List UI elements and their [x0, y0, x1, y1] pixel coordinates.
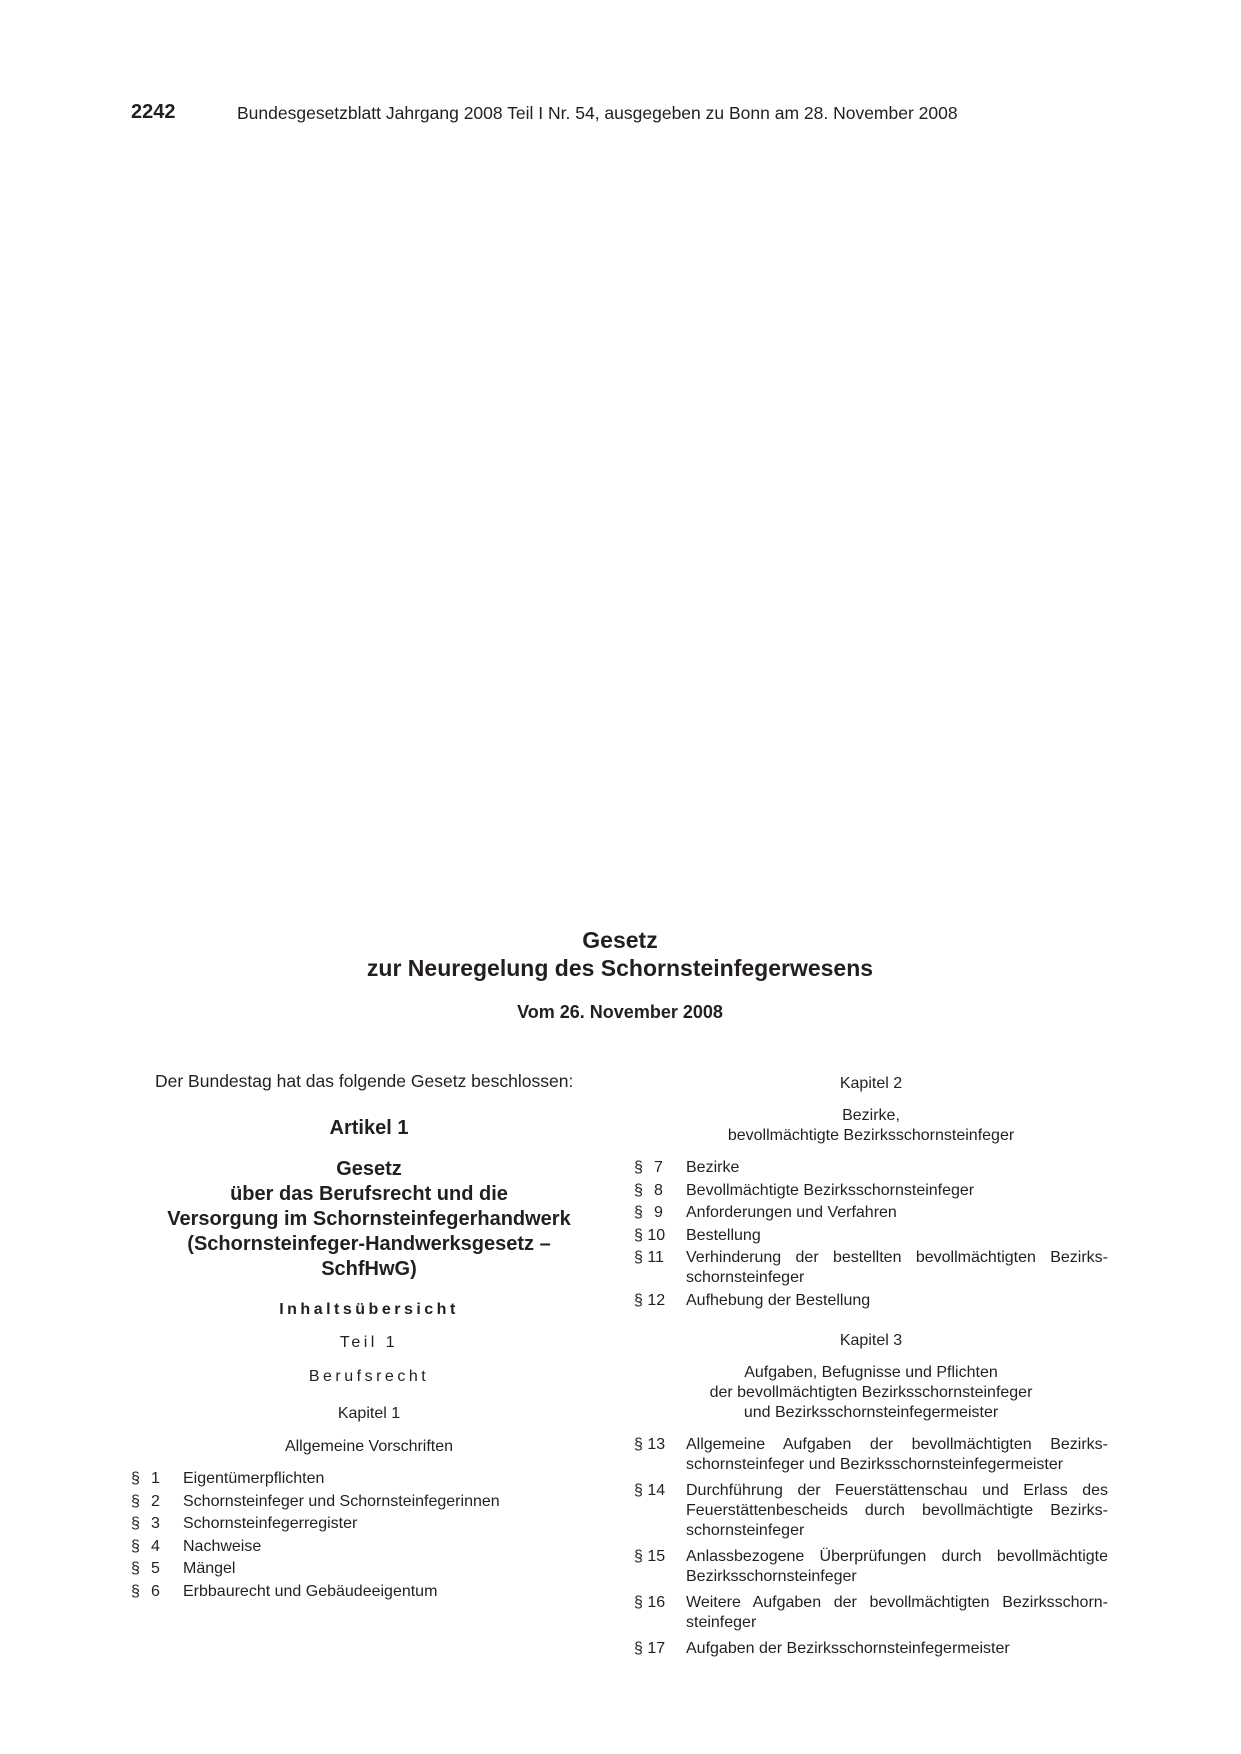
law-title	[230, 926, 1010, 982]
chapter-label: Kapitel 1	[337, 1405, 401, 1422]
section-number: 8	[654, 1181, 663, 1199]
section-title: Weitere Aufgaben der bevollmächtigten Bezirksschornsteinfeger	[686, 1593, 1108, 1631]
section-title: Bestellung	[686, 1226, 761, 1244]
toc-entry	[634, 1203, 1108, 1223]
section-title: Allgemeine Aufgaben der bevollmächtigten Bezirksschornsteinfeger und Bezirksschornsteinfegermeister	[686, 1435, 1108, 1473]
law-date: Vom 26. November 2008	[517, 1002, 723, 1022]
article-title-line: über das Berufsrecht und die	[230, 1183, 508, 1205]
toc-entry	[634, 1248, 1108, 1288]
chapter-label: Kapitel 2	[839, 1075, 903, 1092]
section-number: § 11	[634, 1249, 664, 1266]
section-number: § 15	[634, 1547, 666, 1565]
section-number: § 13	[634, 1435, 666, 1453]
toc-entry	[131, 1537, 607, 1557]
toc-entry	[131, 1469, 607, 1489]
section-number: § 14	[634, 1481, 666, 1499]
left-column	[131, 1070, 607, 1604]
section-number: 1	[151, 1470, 160, 1487]
section-title: Eigentümerpflichten	[183, 1470, 325, 1487]
toc-entry	[634, 1181, 1108, 1201]
chapter-label: Kapitel 3	[839, 1331, 903, 1349]
section-number: § 12	[634, 1291, 666, 1309]
chapter-title-line: Aufgaben, Befugnisse und Pflichten	[744, 1363, 998, 1381]
toc-list	[634, 1158, 1108, 1311]
chapter-title	[634, 1106, 1108, 1146]
section-title: Anlassbezogene Überprüfungen durch bevollmächtigte Bezirksschornsteinfeger	[686, 1547, 1108, 1585]
chapter-title-line: der bevollmächtigten Bezirksschornsteinfeger	[709, 1383, 1033, 1401]
toc-entry	[634, 1547, 1108, 1587]
section-title: Durchführung der Feuerstättenschau und Erlass des Feuerstättenbescheids durch bevollmächtigte Bezirksschornsteinfeger	[686, 1481, 1108, 1539]
article-title-line: Versorgung im Schornsteinfegerhandwerk	[167, 1208, 571, 1230]
article-title-line: (Schornsteinfeger-Handwerksgesetz –	[187, 1233, 551, 1255]
section-title: Schornsteinfeger und Schornsteinfegerinnen	[183, 1492, 500, 1510]
toc-entry	[634, 1639, 1108, 1659]
toc-heading: Inhaltsübersicht	[279, 1301, 459, 1318]
toc-entry	[634, 1291, 1108, 1311]
section-symbol: §	[131, 1492, 140, 1510]
toc-list	[131, 1469, 607, 1602]
toc-entry	[634, 1226, 1108, 1246]
part-label: Teil 1	[339, 1334, 399, 1351]
section-title: Erbbaurecht und Gebäudeeigentum	[183, 1582, 438, 1600]
section-number: 7	[654, 1159, 663, 1176]
law-title-line: Gesetz	[582, 927, 658, 953]
section-title: Mängel	[183, 1560, 236, 1577]
article-title-line: SchfHwG)	[321, 1258, 417, 1280]
section-title: Verhinderung der bestellten bevollmächtigten Bezirksschornsteinfeger	[686, 1249, 1108, 1286]
section-title: Nachweise	[183, 1537, 262, 1555]
right-column	[634, 1070, 1108, 1661]
section-number: 9	[654, 1204, 663, 1221]
section-title: Bevollmächtigte Bezirksschornsteinfeger	[686, 1181, 975, 1199]
section-number: 4	[151, 1537, 160, 1555]
toc-entry	[634, 1158, 1108, 1178]
toc-entry	[131, 1514, 607, 1534]
toc-entry	[634, 1593, 1108, 1633]
article-title	[131, 1157, 607, 1282]
section-title: Aufhebung der Bestellung	[686, 1291, 871, 1309]
toc-entry	[634, 1481, 1108, 1541]
section-symbol: §	[131, 1560, 140, 1577]
section-symbol: §	[131, 1515, 140, 1532]
section-title: Bezirke	[686, 1159, 740, 1176]
chapter-title-line: und Bezirksschornsteinfegermeister	[743, 1403, 999, 1421]
enactment-clause: Der Bundestag hat das folgende Gesetz beschlossen:	[155, 1071, 574, 1091]
part-title: Berufsrecht	[308, 1368, 430, 1385]
toc-entry	[131, 1492, 607, 1512]
section-symbol: §	[634, 1159, 643, 1176]
section-number: § 16	[634, 1593, 666, 1611]
section-symbol: §	[634, 1181, 643, 1199]
section-number: 3	[151, 1515, 160, 1532]
toc-entry	[634, 1435, 1108, 1475]
section-symbol: §	[131, 1470, 140, 1487]
chapter-title-line: Bezirke,	[842, 1107, 900, 1124]
section-number: 2	[151, 1492, 160, 1510]
page-number: 2242	[131, 101, 176, 123]
toc-list	[634, 1435, 1108, 1659]
section-number: 5	[151, 1560, 160, 1577]
chapter-title	[634, 1363, 1108, 1423]
article-title-line: Gesetz	[336, 1158, 402, 1180]
running-head: Bundesgesetzblatt Jahrgang 2008 Teil I Nr. 54, ausgegeben zu Bonn am 28. November 2008	[237, 103, 958, 123]
section-symbol: §	[131, 1537, 140, 1555]
toc-entry	[131, 1582, 607, 1602]
section-symbol: §	[634, 1204, 643, 1221]
toc-entry	[131, 1559, 607, 1579]
section-number: § 10	[634, 1226, 666, 1244]
section-title: Schornsteinfegerregister	[183, 1515, 358, 1532]
section-number: § 17	[634, 1639, 666, 1657]
law-title-line: zur Neuregelung des Schornsteinfegerwesens	[366, 955, 874, 981]
chapter-title-line: bevollmächtigte Bezirksschornsteinfeger	[727, 1127, 1015, 1144]
section-number: 6	[151, 1582, 160, 1600]
section-title: Anforderungen und Verfahren	[686, 1204, 897, 1221]
article-label: Artikel 1	[329, 1117, 409, 1139]
section-title: Aufgaben der Bezirksschornsteinfegermeister	[686, 1639, 1010, 1657]
chapter-title: Allgemeine Vorschriften	[284, 1438, 454, 1455]
section-symbol: §	[131, 1582, 140, 1600]
